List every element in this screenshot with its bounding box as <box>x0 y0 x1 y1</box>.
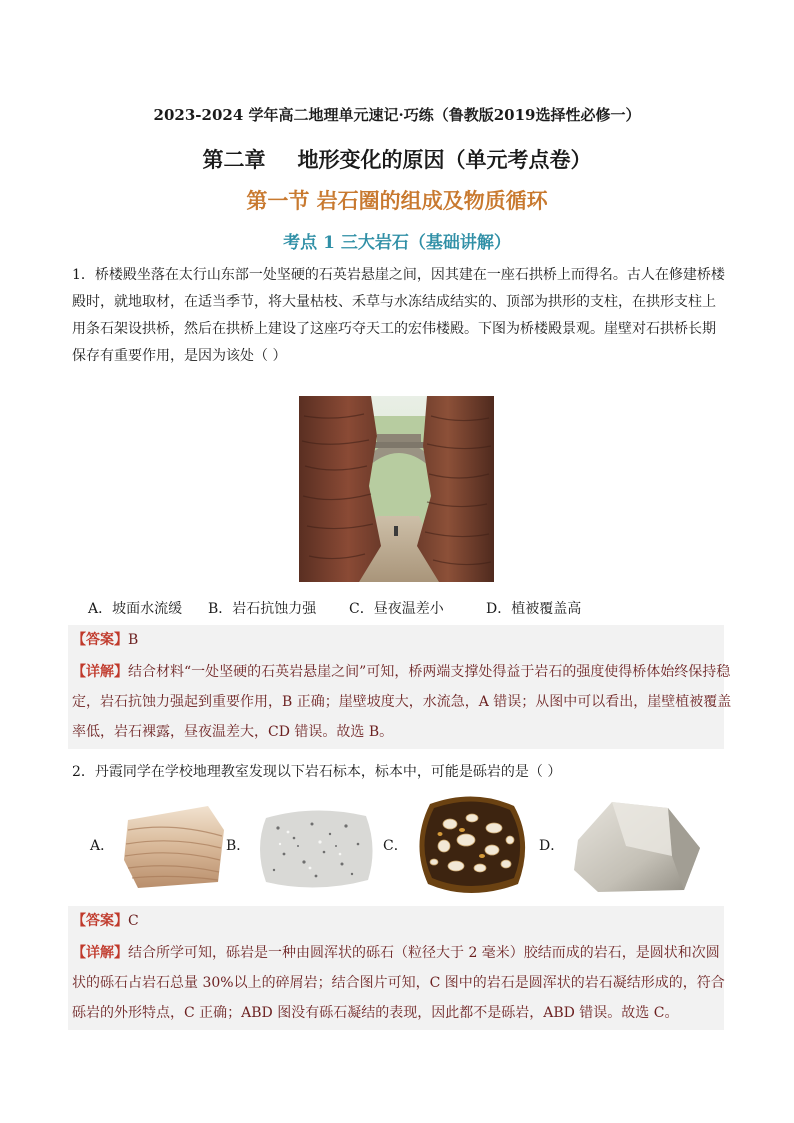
q1-option-b[interactable]: B．岩石抗蚀力强 <box>208 601 317 617</box>
q1-detail-line: 率低，岩石裸露，昼夜温差大，CD 错误。故选 B。 <box>72 724 394 740</box>
q2-detail-line: 状的砾石占岩石总量 30%以上的碎屑岩；结合图片可知，C 图中的岩石是圆浑状的岩石凝结形成的，符合 <box>72 975 725 991</box>
q2-detail-row <box>72 942 720 962</box>
answer-tag: 【答案】 <box>72 632 128 648</box>
q1-line: 用条石架设拱桥，然后在拱桥上建设了这座巧夺天工的宏伟楼殿。下图为桥楼殿景观。崖壁对石拱桥长期 <box>72 321 716 337</box>
q2-answer-box <box>68 906 724 1030</box>
answer-tag: 【答案】 <box>72 913 128 929</box>
q2-detail-line: 砾岩的外形特点，C 正确；ABD 图没有砾石凝结的表现，因此都不是砾岩，ABD 错误。故选 C。 <box>72 1005 679 1021</box>
q2-answer: C <box>128 913 139 929</box>
section-heading: 第一节 岩石圈的组成及物质循环 <box>246 188 548 213</box>
q2-label-b: B． <box>226 838 251 854</box>
q1-option-d[interactable]: D．植被覆盖高 <box>486 601 582 617</box>
chapter-number: 第二章 <box>202 147 266 172</box>
q1-line: 保存有重要作用，是因为该处（ ） <box>72 348 287 364</box>
q1-answer-box <box>68 625 732 749</box>
speckled-rock-icon <box>254 804 380 892</box>
question-2-stem <box>72 759 724 786</box>
q2-detail-line: 结合所学可知，砾岩是一种由圆浑状的砾石（粒径大于 2 毫米）胶结而成的岩石，是圆状和次圆 <box>128 945 720 961</box>
q2-answer-row <box>72 910 139 930</box>
q1-detail-line: 结合材料“一处坚硬的石英岩悬崖之间”可知，桥两端支撑处得益于岩石的强度使得桥体始终保持稳 <box>128 664 731 680</box>
rock-b-granite-image[interactable] <box>254 804 380 896</box>
layered-rock-icon <box>118 800 230 892</box>
gray-rock-icon <box>572 796 704 896</box>
q1-option-c[interactable]: C．昼夜温差小 <box>349 601 444 617</box>
canyon-bridge-illustration <box>299 396 494 582</box>
conglomerate-rock-icon <box>410 790 534 900</box>
question-1-stem <box>72 262 724 370</box>
q1-option-a[interactable]: A．坡面水流缓 <box>88 601 183 617</box>
qiaolou-hall-photo <box>299 396 494 582</box>
q1-answer: B <box>128 632 139 648</box>
document-header: 2023-2024 学年高二地理单元速记·巧练（鲁教版2019选择性必修一） <box>153 106 641 124</box>
q2-label-a: A． <box>90 838 115 854</box>
q2-line: 2．丹霞同学在学校地理教室发现以下岩石标本，标本中，可能是砾岩的是（ ） <box>72 764 562 780</box>
chapter-heading <box>0 144 794 174</box>
detail-tag: 【详解】 <box>72 945 128 961</box>
rock-a-sandstone-image[interactable] <box>118 800 230 896</box>
q1-line: 殿时，就地取材，在适当季节，将大量枯枝、禾草与水冻结成结实的、顶部为拱形的支柱，在拱形支柱上 <box>72 294 716 310</box>
q1-line: 1．桥楼殿坐落在太行山东部一处坚硬的石英岩悬崖之间，因其建在一座石拱桥上而得名。古人在修建桥楼 <box>72 267 725 283</box>
rock-c-conglomerate-image[interactable] <box>410 790 534 904</box>
q2-label-d: D． <box>539 838 565 854</box>
q2-label-c: C． <box>383 838 408 854</box>
rock-d-limestone-image[interactable] <box>572 796 704 900</box>
q1-detail-line: 定，岩石抗蚀力强起到重要作用，B 正确；崖壁坡度大，水流急，A 错误；从图中可以看出，崖壁植被覆盖 <box>72 694 732 710</box>
detail-tag: 【详解】 <box>72 664 128 680</box>
kaodian-heading: 考点 1 三大岩石（基础讲解） <box>283 233 511 253</box>
q1-answer-row <box>72 629 138 649</box>
chapter-title: 地形变化的原因（单元考点卷） <box>297 147 592 172</box>
q1-detail-row <box>72 661 730 681</box>
